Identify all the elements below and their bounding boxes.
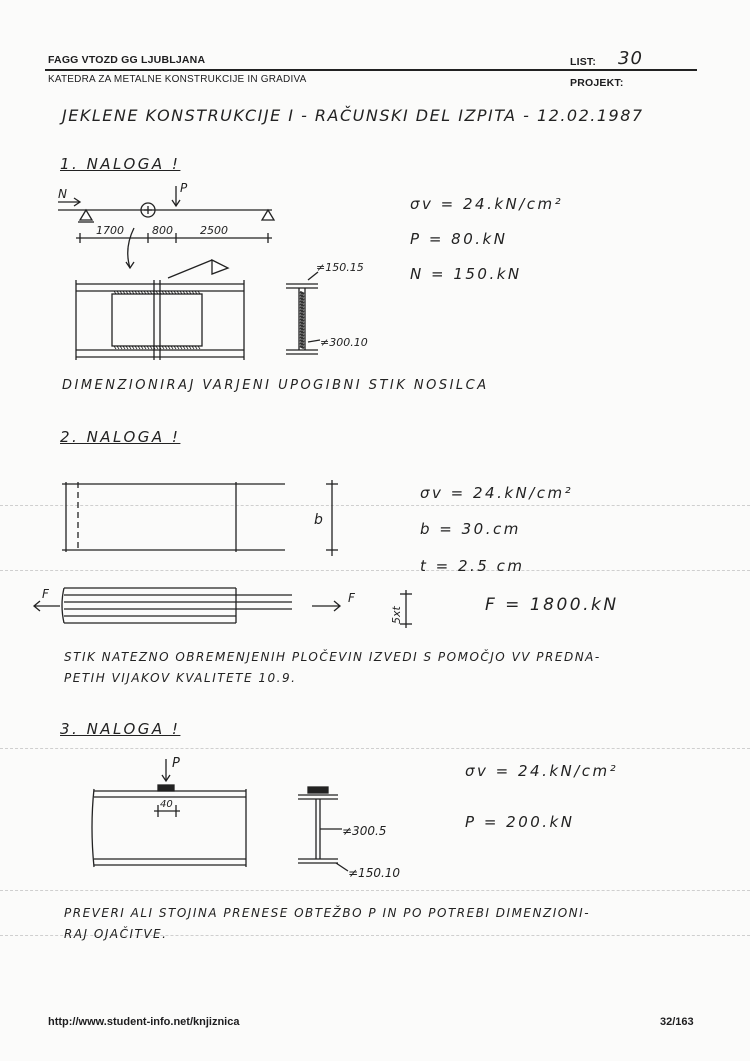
web-fill (300, 337, 304, 339)
label-F-left: F (42, 587, 49, 601)
dim-800: 800 (152, 224, 173, 237)
task2-given-stress: σv = 24.kN/cm² (420, 484, 574, 502)
web-fill (300, 322, 304, 324)
web-fill (300, 310, 304, 312)
label-b: b (314, 512, 323, 528)
web-fill (300, 343, 304, 345)
task2-given-F: F = 1800.kN (485, 595, 619, 615)
task3-heading: 3. NALOGA ! (60, 720, 181, 738)
label-5xt: 5xt (390, 606, 403, 624)
label-40: 40 (160, 799, 173, 810)
label-P3: P (172, 756, 180, 771)
web-fill (300, 292, 304, 294)
department-name: KATEDRA ZA METALNE KONSTRUKCIJE IN GRADIVA (48, 74, 307, 85)
list-label: LIST: (570, 56, 597, 68)
web-fill (300, 301, 304, 303)
flange-label: ≠150.15 (316, 261, 364, 274)
exam-title: JEKLENE KONSTRUKCIJE I - RAČUNSKI DEL IZPITA - 12.02.1987 (62, 106, 644, 125)
web-fill (300, 313, 304, 315)
web-fill (300, 346, 304, 348)
web-fill (300, 316, 304, 318)
label-N: N (58, 187, 67, 201)
task1-given-P: P = 80.kN (410, 230, 508, 248)
task3-given-P: P = 200.kN (465, 813, 575, 831)
task2-given-t: t = 2.5 cm (420, 557, 525, 575)
label-P: P (180, 181, 188, 195)
header-rule (45, 69, 697, 71)
label-F-right: F (348, 591, 355, 605)
web-fill (300, 304, 304, 306)
web-fill (300, 334, 304, 336)
task1-heading: 1. NALOGA ! (60, 155, 181, 173)
dim-2500: 2500 (200, 224, 228, 237)
task2-given-b: b = 30.cm (420, 520, 521, 538)
web-fill (300, 340, 304, 342)
task2-instruction-2: PETIH VIJAKOV KVALITETE 10.9. (64, 671, 297, 685)
footer-url[interactable]: http://www.student-info.net/knjiznica (48, 1016, 240, 1028)
project-label: PROJEKT: (570, 77, 624, 89)
scan-artifact-line (0, 748, 750, 749)
task1-given-N: N = 150.kN (410, 265, 522, 283)
web-fill (300, 298, 304, 300)
task1-diagram (50, 180, 368, 370)
task1-given-stress: σv = 24.kN/cm² (410, 195, 564, 213)
task3-given-stress: σv = 24.kN/cm² (465, 762, 619, 780)
list-number: 30 (618, 48, 643, 69)
flange-label-3: ≠150.10 (348, 866, 401, 880)
task1-instruction: DIMENZIONIRAJ VARJENI UPOGIBNI STIK NOSILCA (62, 378, 489, 393)
task2-diagram (30, 470, 403, 640)
task3-diagram (80, 755, 420, 885)
task3-instruction-2: RAJ OJAČITVE. (64, 927, 168, 941)
web-fill (300, 307, 304, 309)
institution-name: FAGG VTOZD GG LJUBLJANA (48, 54, 206, 66)
scan-artifact-line (0, 890, 750, 891)
task2-heading: 2. NALOGA ! (60, 428, 181, 446)
web-fill (300, 295, 304, 297)
web-label-3: ≠300.5 (342, 824, 387, 838)
web-fill (300, 328, 304, 330)
web-label: ≠300.10 (320, 336, 368, 349)
web-fill (300, 325, 304, 327)
web-fill (300, 319, 304, 321)
footer-page-number: 32/163 (660, 1016, 694, 1028)
web-fill (300, 331, 304, 333)
task2-instruction-1: STIK NATEZNO OBREMENJENIH PLOČEVIN IZVEDI S POMOČJO VV PREDNA- (64, 650, 601, 664)
task3-instruction-1: PREVERI ALI STOJINA PRENESE OBTEŽBO P IN PO POTREBI DIMENZIONI- (64, 906, 591, 920)
dim-1700: 1700 (96, 224, 124, 237)
